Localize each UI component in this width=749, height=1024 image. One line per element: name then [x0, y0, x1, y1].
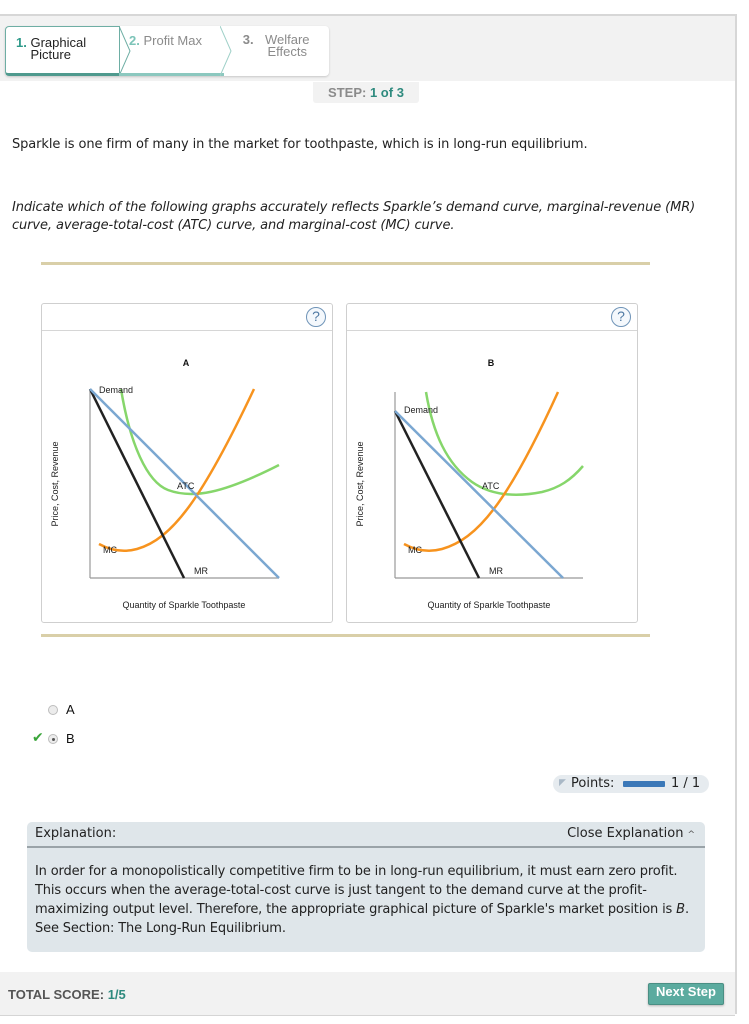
mr-label: MR [194, 566, 208, 576]
mc-label: MC [408, 545, 422, 555]
y-axis-label: Price, Cost, Revenue [355, 441, 365, 527]
graph-a-chart [42, 304, 334, 624]
atc-curve [426, 392, 583, 495]
points-value: 1 / 1 [671, 776, 701, 791]
radio-b[interactable] [48, 734, 58, 744]
next-step-button[interactable]: Next Step [648, 983, 724, 1005]
atc-label: ATC [482, 481, 500, 491]
flag-icon[interactable]: ◤ [559, 778, 566, 788]
mc-label: MC [103, 545, 117, 555]
radio-a[interactable] [48, 705, 58, 715]
divider-bottom [41, 634, 650, 637]
help-icon[interactable]: ? [306, 307, 326, 327]
explanation-title: Explanation: [35, 826, 117, 841]
graph-title: B [487, 358, 495, 368]
atc-label: ATC [177, 481, 195, 491]
option-label: B [66, 731, 75, 746]
demand-label: Demand [404, 405, 439, 415]
problem-frame [0, 14, 737, 1014]
divider-top [41, 262, 650, 265]
explanation-header [27, 822, 705, 848]
explanation-box [27, 822, 705, 952]
close-explanation-button[interactable] [567, 826, 695, 841]
graph-title: A [182, 358, 190, 368]
points-progress-bar [623, 781, 665, 787]
tab-profit-max[interactable] [119, 26, 224, 76]
x-axis-label: Quantity of Sparkle Toothpaste [427, 600, 551, 610]
graph-b-chart [347, 304, 639, 624]
mc-curve [404, 392, 558, 551]
close-explanation-label: Close Explanation [567, 826, 684, 841]
explanation-answer: B [676, 902, 685, 917]
tab-number: 1. [16, 35, 27, 50]
tab-number: 3. [242, 32, 254, 47]
step-value: 1 of 3 [369, 85, 404, 100]
x-axis-label: Quantity of Sparkle Toothpaste [122, 600, 246, 610]
total-score-value: 1/5 [107, 987, 126, 1002]
explanation-body [35, 862, 700, 938]
step-indicator [313, 82, 419, 103]
tab-label: Welfare Effects [264, 32, 310, 59]
tab-label: Profit Max [143, 33, 202, 48]
tab-welfare-effects[interactable] [225, 26, 325, 76]
explanation-text: In order for a monopolistically competitive firm to be in long-run equilibrium, it must earn zero profit. This occurs when the average-total-cost curve is just tangent to the demand curve at the profit-maximizing output level. Therefore, the appropriate graphical picture of Sparkle's market position is [35, 864, 678, 917]
step-nav-bar [0, 16, 735, 81]
tab-number: 2. [129, 33, 140, 48]
step-label: STEP: [328, 85, 367, 100]
demand-label: Demand [99, 385, 134, 395]
mr-label: MR [489, 566, 503, 576]
check-icon: ✔ [32, 730, 44, 746]
points-indicator [553, 775, 709, 793]
question-intro: Sparkle is one firm of many in the market for toothpaste, which is in long-run equilibrium. [12, 137, 588, 152]
total-score [8, 987, 126, 1002]
mc-curve [99, 389, 254, 551]
graph-panel-a [41, 303, 333, 623]
option-label: A [66, 702, 75, 717]
total-score-label: TOTAL SCORE: [8, 987, 105, 1002]
chevron-up-icon: ^ [687, 830, 695, 840]
help-icon[interactable]: ? [611, 307, 631, 327]
step-tabs [5, 26, 329, 76]
graph-panel-b [346, 303, 638, 623]
atc-curve [121, 389, 279, 494]
question-prompt: Indicate which of the following graphs accurately reflects Sparkle’s demand curve, marginal-revenue (MR) curve, average-total-cost (ATC) curve, and marginal-cost (MC) curve. [12, 200, 696, 233]
tab-graphical-picture[interactable] [5, 26, 120, 76]
tab-label: Graphical Picture [30, 35, 87, 62]
footer-bar [0, 972, 735, 1016]
y-axis-label: Price, Cost, Revenue [50, 441, 60, 527]
explanation-text-end: . See Section: The Long-Run Equilibrium. [35, 902, 689, 936]
points-label: Points: [571, 776, 615, 791]
